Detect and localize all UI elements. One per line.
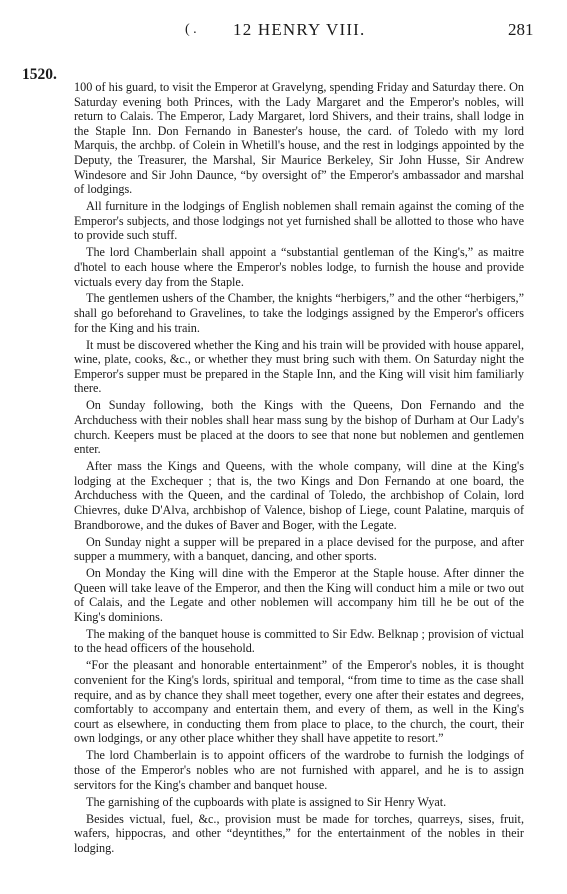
paragraph: All furniture in the lodgings of English noblemen shall remain against the coming of the Emperor's subjects, and those lodgings not yet furnished shall be allotted to those who have to provide such stuff. [74, 199, 524, 243]
paragraph: The gentlemen ushers of the Chamber, the knights “herbigers,” and the other “herbigers,” shall go beforehand to Gravelines, to take the lodgings assigned by the Emperor's officers for the King and his train. [74, 291, 524, 335]
paragraph: The lord Chamberlain shall appoint a “substantial gentleman of the King's,” as maitre d'hotel to each house where the Emperor's nobles lodge, to furnish the house and provide victuals every day from the Staple. [74, 245, 524, 289]
paragraph: It must be discovered whether the King and his train will be provided with house apparel, wine, plate, cooks, &c., or whether they must bring such with them. On Saturday night the Emperor's supper must be prepared in the Staple Inn, and the King will visit him familiarly there. [74, 337, 524, 396]
paragraph: 100 of his guard, to visit the Emperor at Gravelyng, spending Friday and Saturday there. On Saturday evening both Princes, with the Lady Margaret and the Emperor's nobles, will return to Calais. The Emperor, Lady Margaret, lord Shivers, and their trains, shall lodge in the Staple Inn. Don Fernando in Banester's house, the card. of Toledo with my lord Marquis, the archbp. of Colein in Whetill's house, and the rest in lodgings appointed by the Deputy, the Treasurer, the Marshal, Sir Maurice Berkeley, Sir John Husse, Sir Andrew Windesore and Sir John Daunce, “by oversight of” the Emperor's ambassador and marshal of lodgings. [74, 80, 524, 197]
page-number: 281 [508, 20, 534, 39]
running-head: 12 HENRY VIII. [233, 20, 366, 39]
header-mark: ( . [185, 22, 197, 37]
paragraph: Besides victual, fuel, &c., provision must be made for torches, quarreys, sises, fruit, wafers, hippocras, and other “deyntithes,” for the entertainment of the nobles in their lodging. [74, 811, 524, 855]
paragraph: The making of the banquet house is committed to Sir Edw. Belknap ; provision of victual to the head officers of the household. [74, 626, 524, 656]
paragraph: “For the pleasant and honorable entertainment” of the Emperor's nobles, it is thought convenient for the King's lords, spiritual and temporal, “from time to time as the case shall require, and as by chance they shall meet together, every one after their estates and degrees, comfortably to accompany and entertain them, and every of them, as well in the King's court as elsewhere, in conducting them from place to place, to the church, the court, their own lodgings, or any other place whither they shall have appetite to resort.” [74, 658, 524, 746]
margin-year: 1520. [22, 66, 57, 83]
paragraph: On Monday the King will dine with the Emperor at the Staple house. After dinner the Queen will take leave of the Emperor, and then the King will conduct him a mile or two out of Calais, and the Legate and other noblemen will accompany him till he be out of the King's dominions. [74, 566, 524, 624]
paragraph: After mass the Kings and Queens, with the whole company, will dine at the King's lodging at the Exchequer ; that is, the two Kings and Don Fernando at one board, the Archduchess with the Queen, and the cardinal of Toledo, the archbishop of Colain, lord Chievres, duke D'Alva, archbishop of Valence, bishop of Liege, count Palatine, marquis of Brandborowe, and the dukes of Baver and Boger, with the Legate. [74, 459, 524, 532]
paragraph: On Sunday following, both the Kings with the Queens, Don Fernando and the Archduchess with their nobles shall hear mass sung by the bishop of Durham at Our Lady's church. Keepers must be placed at the doors to see that none but noblemen and gentlemen enter. [74, 398, 524, 457]
paragraph: The lord Chamberlain is to appoint officers of the wardrobe to furnish the lodgings of those of the Emperor's nobles who are not furnished with apparel, and he is to assign servitors for the King's chamber and banquet house. [74, 748, 524, 792]
paragraph: The garnishing of the cupboards with plate is assigned to Sir Henry Wyat. [86, 794, 447, 809]
body-text [74, 80, 524, 858]
paragraph: On Sunday night a supper will be prepared in a place devised for the purpose, and after supper a mummery, with a banquet, dancing, and other sports. [74, 534, 524, 564]
